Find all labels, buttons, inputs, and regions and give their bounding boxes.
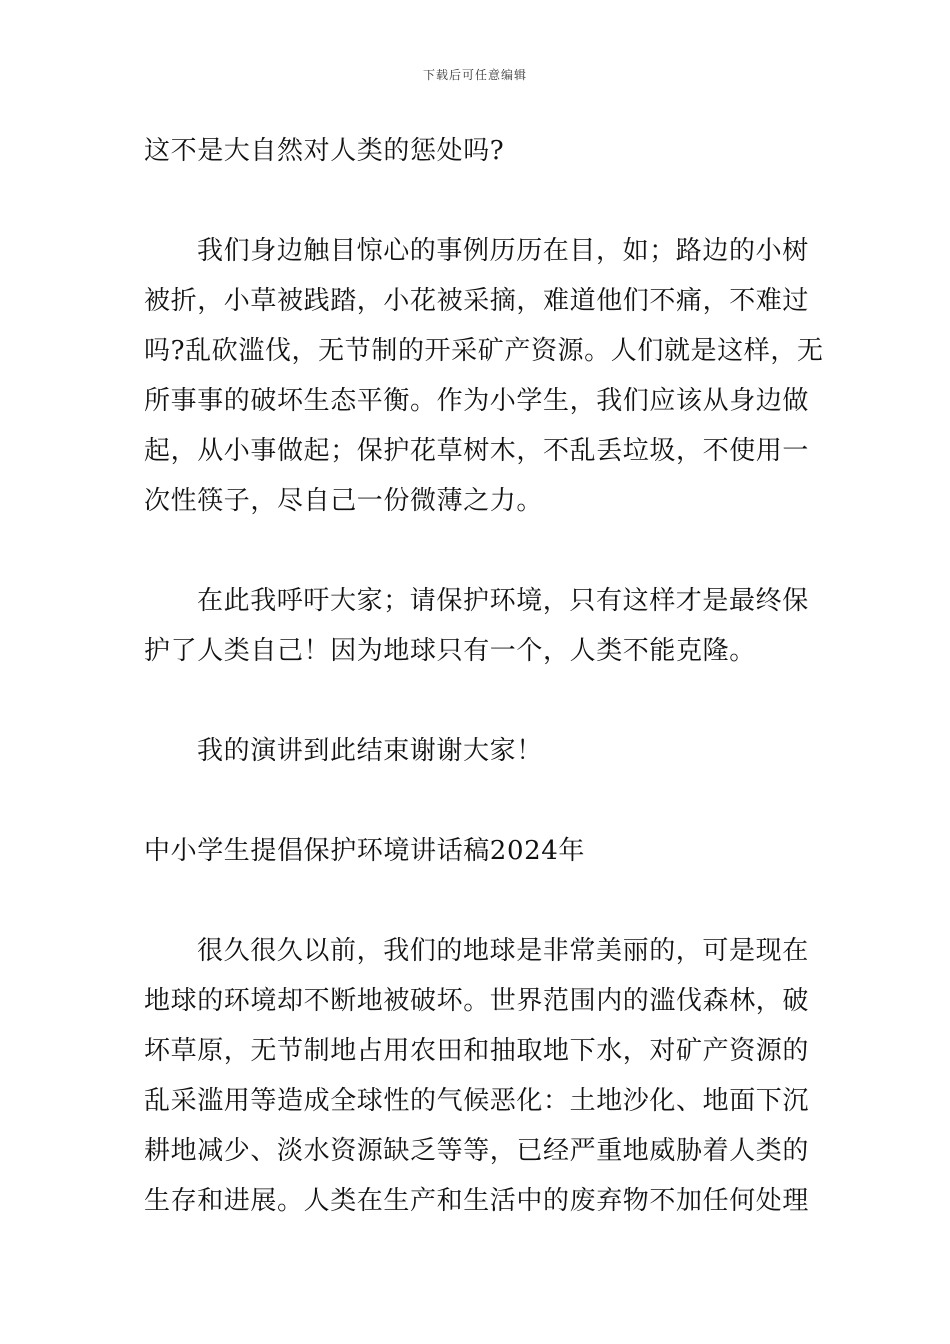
text-line: 起，从小事做起；保护花草树木，不乱丢垃圾，不使用一 (144, 436, 810, 466)
paragraph-closing-question (144, 126, 810, 176)
paragraph-gap (144, 176, 810, 226)
text-line: 这不是大自然对人类的惩处吗? (144, 136, 505, 166)
paragraph-gap (144, 526, 810, 576)
text-line: 中小学生提倡保护环境讲话稿2024年 (144, 836, 585, 866)
text-line: 我们身边触目惊心的事例历历在目，如；路边的小树 (197, 236, 809, 266)
page-header-note: 下载后可任意编辑 (422, 68, 527, 82)
section-title (144, 826, 810, 876)
paragraph-gap (144, 776, 810, 826)
paragraph-gap (144, 676, 810, 726)
paragraph-gap (144, 876, 810, 926)
text-line: 生存和进展。人类在生产和生活中的废弃物不加任何处理 (144, 1186, 810, 1216)
document-body (144, 126, 824, 1226)
paragraph-environment (144, 926, 810, 1226)
text-line: 所事事的破坏生态平衡。作为小学生，我们应该从身边做 (144, 386, 810, 416)
text-line: 次性筷子，尽自己一份微薄之力。 (144, 486, 544, 516)
text-line: 地球的环境却不断地被破坏。世界范围内的滥伐森林，破 (144, 986, 810, 1016)
text-line: 在此我呼吁大家；请保护环境，只有这样才是最终保 (197, 586, 809, 616)
paragraph-ending (144, 726, 810, 776)
text-line: 坏草原，无节制地占用农田和抽取地下水，对矿产资源的 (144, 1036, 810, 1066)
paragraph-examples (144, 226, 824, 526)
text-line: 耕地减少、淡水资源缺乏等等，已经严重地威胁着人类的 (144, 1136, 810, 1166)
paragraph-appeal (144, 576, 810, 676)
text-line: 护了人类自己！因为地球只有一个，人类不能克隆。 (144, 636, 756, 666)
text-line: 我的演讲到此结束谢谢大家！ (197, 736, 543, 766)
text-line: 乱采滥用等造成全球性的气候恶化：土地沙化、地面下沉 (144, 1086, 810, 1116)
text-line: 吗?乱砍滥伐，无节制的开采矿产资源。人们就是这样，无 (144, 336, 824, 366)
text-line: 被折，小草被践踏，小花被采摘，难道他们不痛，不难过 (144, 286, 810, 316)
text-line: 很久很久以前，我们的地球是非常美丽的，可是现在 (197, 936, 809, 966)
